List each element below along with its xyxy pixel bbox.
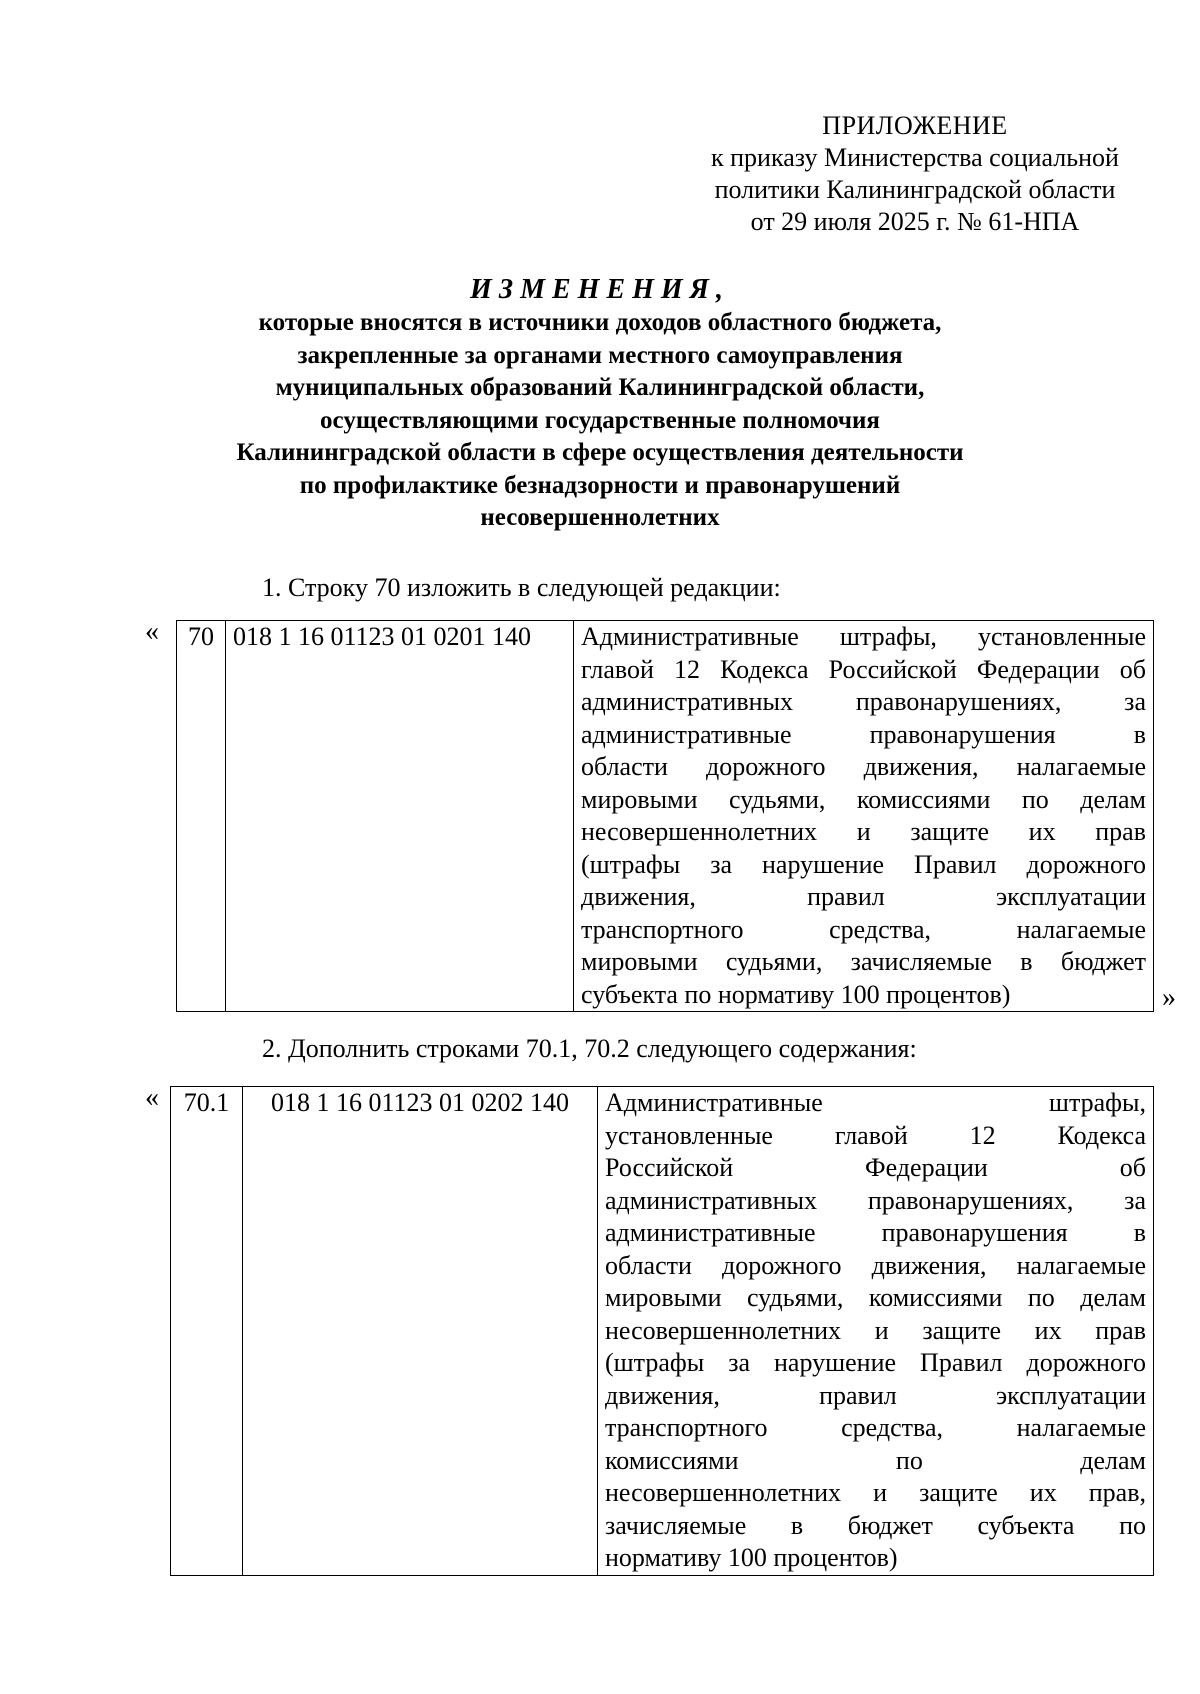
changes-description (200, 307, 1000, 535)
row-number: 70 (177, 621, 226, 1012)
text-line: мировыми судьями, комиссиями по делам (605, 1283, 1146, 1312)
appendix-title: ПРИЛОЖЕНИЕ (822, 111, 1008, 140)
changes-title: ИЗМЕНЕНИЯ, (470, 274, 730, 305)
appendix-line-2: политики Калининградской области (714, 175, 1116, 204)
text-line: мировыми судьями, зачисляемые в бюджет (581, 947, 1146, 976)
row-description (574, 621, 1154, 1012)
text-line: осуществляющими государственные полномочия (320, 406, 880, 434)
appendix-line-1: к приказу Министерства социальной (711, 143, 1119, 172)
text-line: движения, правил эксплуатации (605, 1380, 1146, 1410)
text-line: несовершеннолетних и защите их прав (605, 1315, 1146, 1345)
row-code: 018 1 16 01123 01 0202 140 (243, 1087, 598, 1576)
text-line: установленные главой 12 Кодекса (605, 1120, 1146, 1150)
text-line: главой 12 Кодекса Российской Федерации об (581, 654, 1146, 684)
text-line: административные правонарушения в (605, 1218, 1146, 1247)
item-1-text: 1. Строку 70 изложить в следующей редакции: (262, 573, 781, 602)
text-line: Российской Федерации об (605, 1153, 1146, 1182)
row-code: 018 1 16 01123 01 0201 140 (226, 621, 574, 1012)
text-line: закрепленные за органами местного самоуправления (297, 341, 903, 369)
item-1-table (176, 620, 1154, 1012)
text-line: (штрафы за нарушение Правил дорожного (581, 849, 1146, 879)
text-line: по профилактике безнадзорности и правонарушений (299, 471, 901, 499)
text-line: зачисляемые в бюджет субъекта по (605, 1510, 1146, 1540)
table-row (171, 1087, 1154, 1576)
item-2-text: 2. Дополнить строками 70.1, 70.2 следующего содержания: (262, 1034, 917, 1063)
item-2-open-quote: « (145, 1082, 159, 1113)
text-line: (штрафы за нарушение Правил дорожного (605, 1348, 1146, 1377)
text-line: Административные штрафы, (605, 1088, 1146, 1117)
text-line: нормативу 100 процентов) (605, 1543, 898, 1572)
item-2-table (170, 1086, 1154, 1576)
text-line: транспортного средства, налагаемые (581, 914, 1146, 944)
text-line: несовершеннолетних и защите их прав, (605, 1478, 1146, 1507)
text-line: Калининградской области в сфере осуществления деятельности (236, 439, 964, 466)
text-line: которые вносятся в источники доходов областного бюджета, (258, 309, 942, 336)
text-line: субъекта по нормативу 100 процентов) (581, 979, 1011, 1009)
text-line: несовершеннолетних и защите их прав (581, 817, 1146, 846)
text-line: административных правонарушениях, за (581, 687, 1146, 716)
text-line: Административные штрафы, установленные (581, 622, 1146, 651)
row-number: 70.1 (171, 1087, 243, 1576)
text-line: мировыми судьями, комиссиями по делам (581, 784, 1146, 814)
text-line: несовершеннолетних (480, 504, 720, 531)
text-line: административных правонарушениях, за (605, 1185, 1146, 1215)
text-line: области дорожного движения, налагаемые (605, 1250, 1146, 1280)
table-row (177, 621, 1154, 1012)
row-description (598, 1087, 1154, 1576)
text-line: транспортного средства, налагаемые (605, 1413, 1146, 1442)
text-line: движения, правил эксплуатации (581, 882, 1146, 911)
item-1-close-quote: » (1162, 982, 1176, 1013)
text-line: области дорожного движения, налагаемые (581, 752, 1146, 781)
item-1-open-quote: « (145, 616, 159, 647)
appendix-line-3: от 29 июля 2025 г. № 61-НПА (750, 207, 1080, 236)
text-line: муниципальных образований Калининградской области, (275, 374, 925, 401)
appendix-header (680, 110, 1150, 238)
text-line: комиссиями по делам (605, 1445, 1146, 1475)
text-line: административные правонарушения в (581, 719, 1146, 749)
